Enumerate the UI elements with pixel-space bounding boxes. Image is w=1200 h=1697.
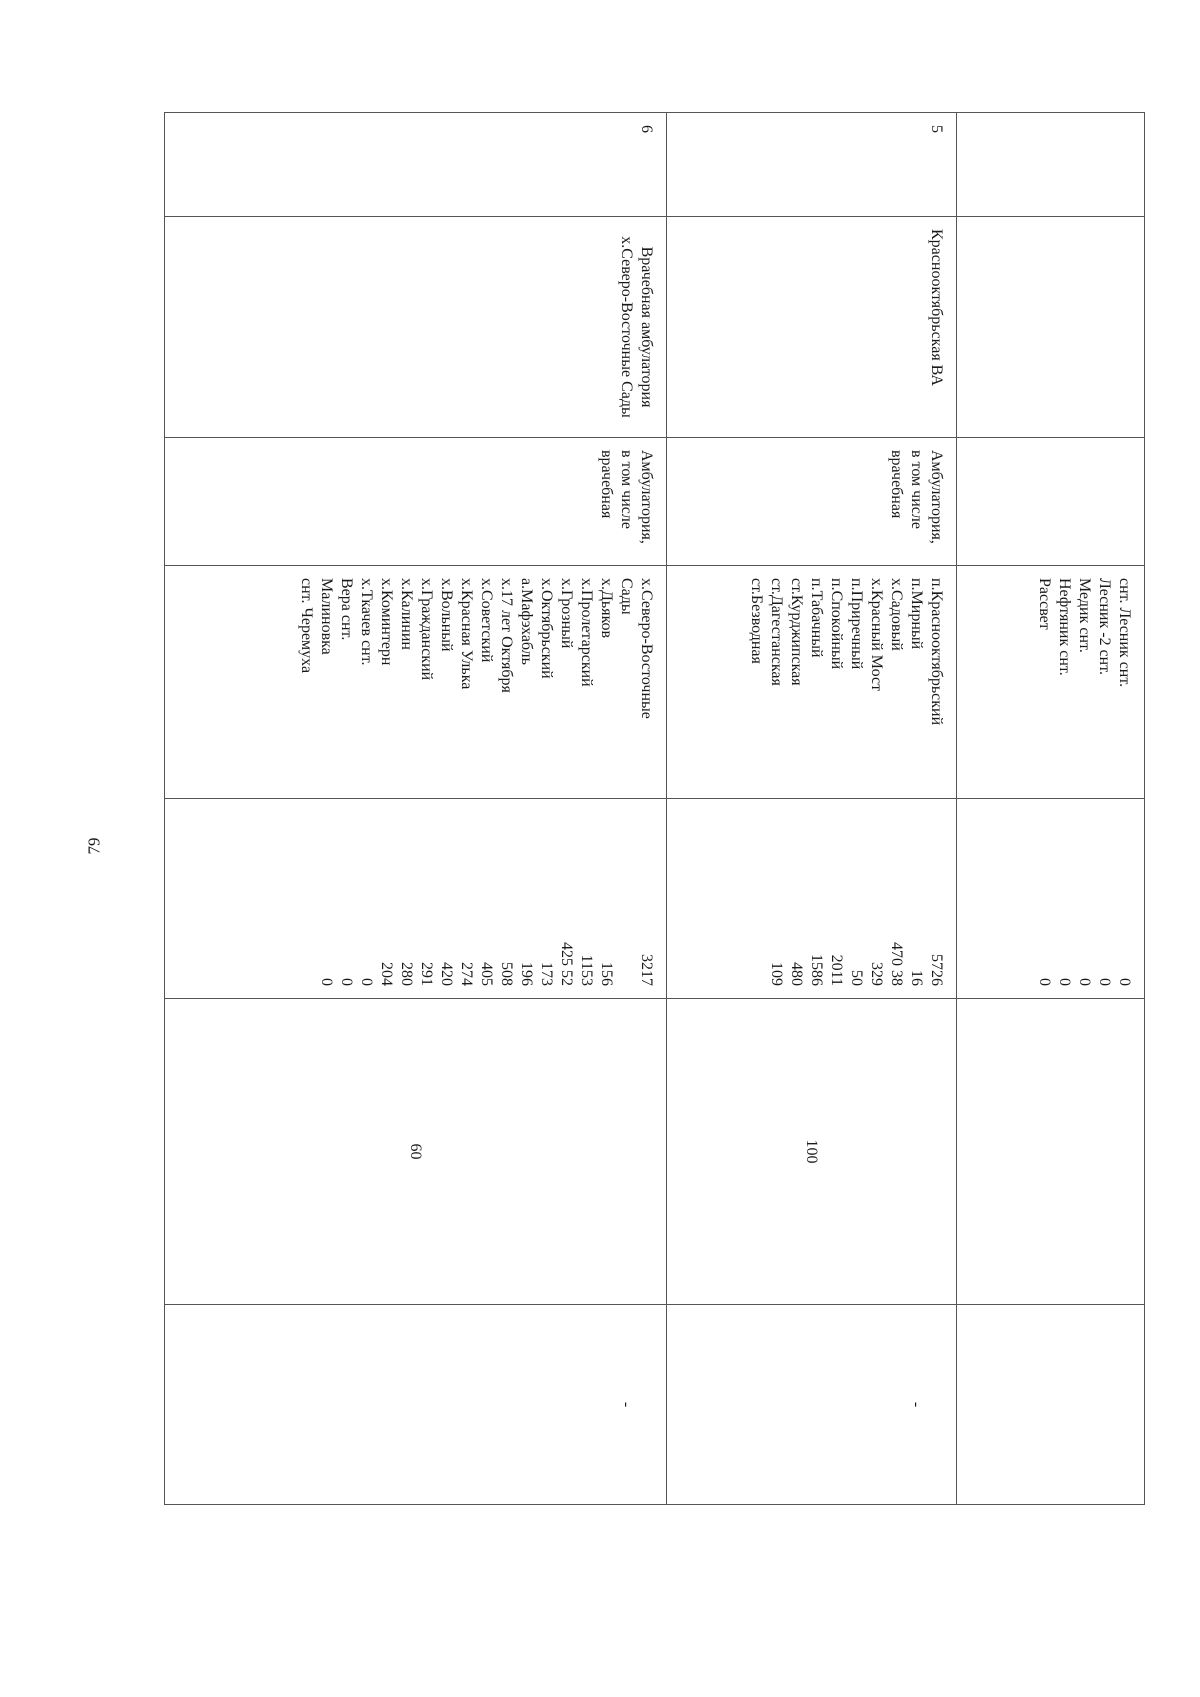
facility-type: Амбулатория, в том числе врачебная (667, 438, 957, 566)
last-cell: - (667, 1305, 957, 1505)
settlement-item: х.Вольный (438, 578, 455, 652)
settlement-item: х.Северо-Восточные (638, 578, 655, 719)
settlement-item: Сады (618, 578, 635, 615)
settlement-item: х.Октябрьский (538, 578, 555, 679)
population-value: 0 (318, 978, 335, 986)
settlement-item: х.Ткачев снт. (358, 578, 375, 666)
population-value: 16 (908, 970, 925, 986)
population-value: 1153 (578, 954, 595, 986)
page-number: 79 (84, 837, 104, 855)
population-value: 0 (1056, 978, 1073, 986)
settlement-item: х.Дьяков (598, 578, 615, 639)
population-value: 480 (788, 962, 805, 986)
population-value: 425 52 (558, 942, 575, 986)
table-row (165, 113, 667, 1505)
settlement-item: Нефтяник снт. (1056, 578, 1073, 676)
settlement-item: х.Гражданский (418, 578, 435, 681)
population-value: 274 (458, 962, 475, 986)
settlement-list (165, 566, 667, 799)
population-value: 3217 (638, 954, 655, 986)
settlement-item: х.Коминтерн (378, 578, 395, 666)
population-value: 280 (398, 962, 415, 986)
population-value: 0 (358, 978, 375, 986)
settlement-item: снт. Черемуха (298, 578, 315, 674)
table-row (667, 113, 957, 1505)
percent-cell (957, 999, 1145, 1305)
settlement-item: х.Грозный (558, 578, 575, 649)
population-value: 329 (868, 962, 885, 986)
facility-name (957, 217, 1145, 438)
population-value: 196 (518, 962, 535, 986)
settlement-item: х.Садовый (888, 578, 905, 651)
rotated-table-container (165, 112, 1145, 1504)
row-number: 6 (165, 113, 667, 217)
settlement-item: х.Советский (478, 578, 495, 663)
population-value: 0 (1036, 978, 1053, 986)
settlement-list (957, 566, 1145, 799)
settlement-item: п.Краснооктябрьский (928, 578, 945, 726)
last-cell: - (165, 1305, 667, 1505)
population-value (616, 811, 636, 986)
population-value: 508 (498, 962, 515, 986)
population-value: 0 (1096, 978, 1113, 986)
settlement-item: ст.Курджипская (788, 578, 805, 686)
population-list (165, 799, 667, 999)
population-value: 291 (418, 962, 435, 986)
table-row (957, 113, 1145, 1505)
settlement-item: ст.Дагестанская (768, 578, 785, 686)
population-value: 173 (538, 962, 555, 986)
settlement-item: п.Табачный (808, 578, 825, 658)
last-cell (957, 1305, 1145, 1505)
population-list (957, 799, 1145, 999)
population-value: 0 (1076, 978, 1093, 986)
facility-name: Врачебная амбулатория х.Северо-Восточные Сады (165, 217, 667, 438)
settlement-item: ст.Безводная (748, 578, 765, 664)
population-value: 1586 (808, 954, 825, 986)
settlement-item: Медик снт. (1076, 578, 1093, 653)
population-value: 204 (378, 962, 395, 986)
settlement-item: Лесник -2 снт. (1096, 578, 1113, 676)
settlement-item: Малиновка (318, 578, 335, 655)
population-value: 50 (848, 970, 865, 986)
settlement-item: п.Мирный (908, 578, 925, 650)
population-value: 470 38 (888, 942, 905, 986)
settlement-item: х.Калинин (398, 578, 415, 650)
facility-type: Амбулатория, в том числе врачебная (165, 438, 667, 566)
settlement-item: п.Спокойный (828, 578, 845, 670)
population-value: 109 (768, 962, 785, 986)
settlement-item: х.17 лет Октября (498, 578, 515, 693)
facility-name: Краснооктябрьская ВА (667, 217, 957, 438)
population-list (667, 799, 957, 999)
facility-type (957, 438, 1145, 566)
settlement-item: х.Пролетарский (578, 578, 595, 687)
settlement-item: х.Красный Мост (868, 578, 885, 692)
population-value: 420 (438, 962, 455, 986)
settlement-item: х.Красная Улька (458, 578, 475, 690)
population-value: 156 (598, 962, 615, 986)
population-value: 2011 (828, 954, 845, 986)
percent-cell: 60 (165, 999, 667, 1305)
settlement-item: а.Мафэхабль (518, 578, 535, 665)
row-number: 5 (667, 113, 957, 217)
settlement-item: п.Приречный (848, 578, 865, 670)
population-value: 0 (1116, 978, 1133, 986)
row-number (957, 113, 1145, 217)
settlements-table (164, 112, 1145, 1505)
settlement-item: Вера снт. (338, 578, 355, 641)
population-value: 405 (478, 962, 495, 986)
percent-cell: 100 (667, 999, 957, 1305)
settlement-item: Рассвет (1036, 578, 1053, 630)
population-value: 5726 (928, 954, 945, 986)
settlement-list (667, 566, 957, 799)
population-value: 0 (338, 978, 355, 986)
settlement-item: снт. Лесник снт. (1116, 578, 1133, 688)
